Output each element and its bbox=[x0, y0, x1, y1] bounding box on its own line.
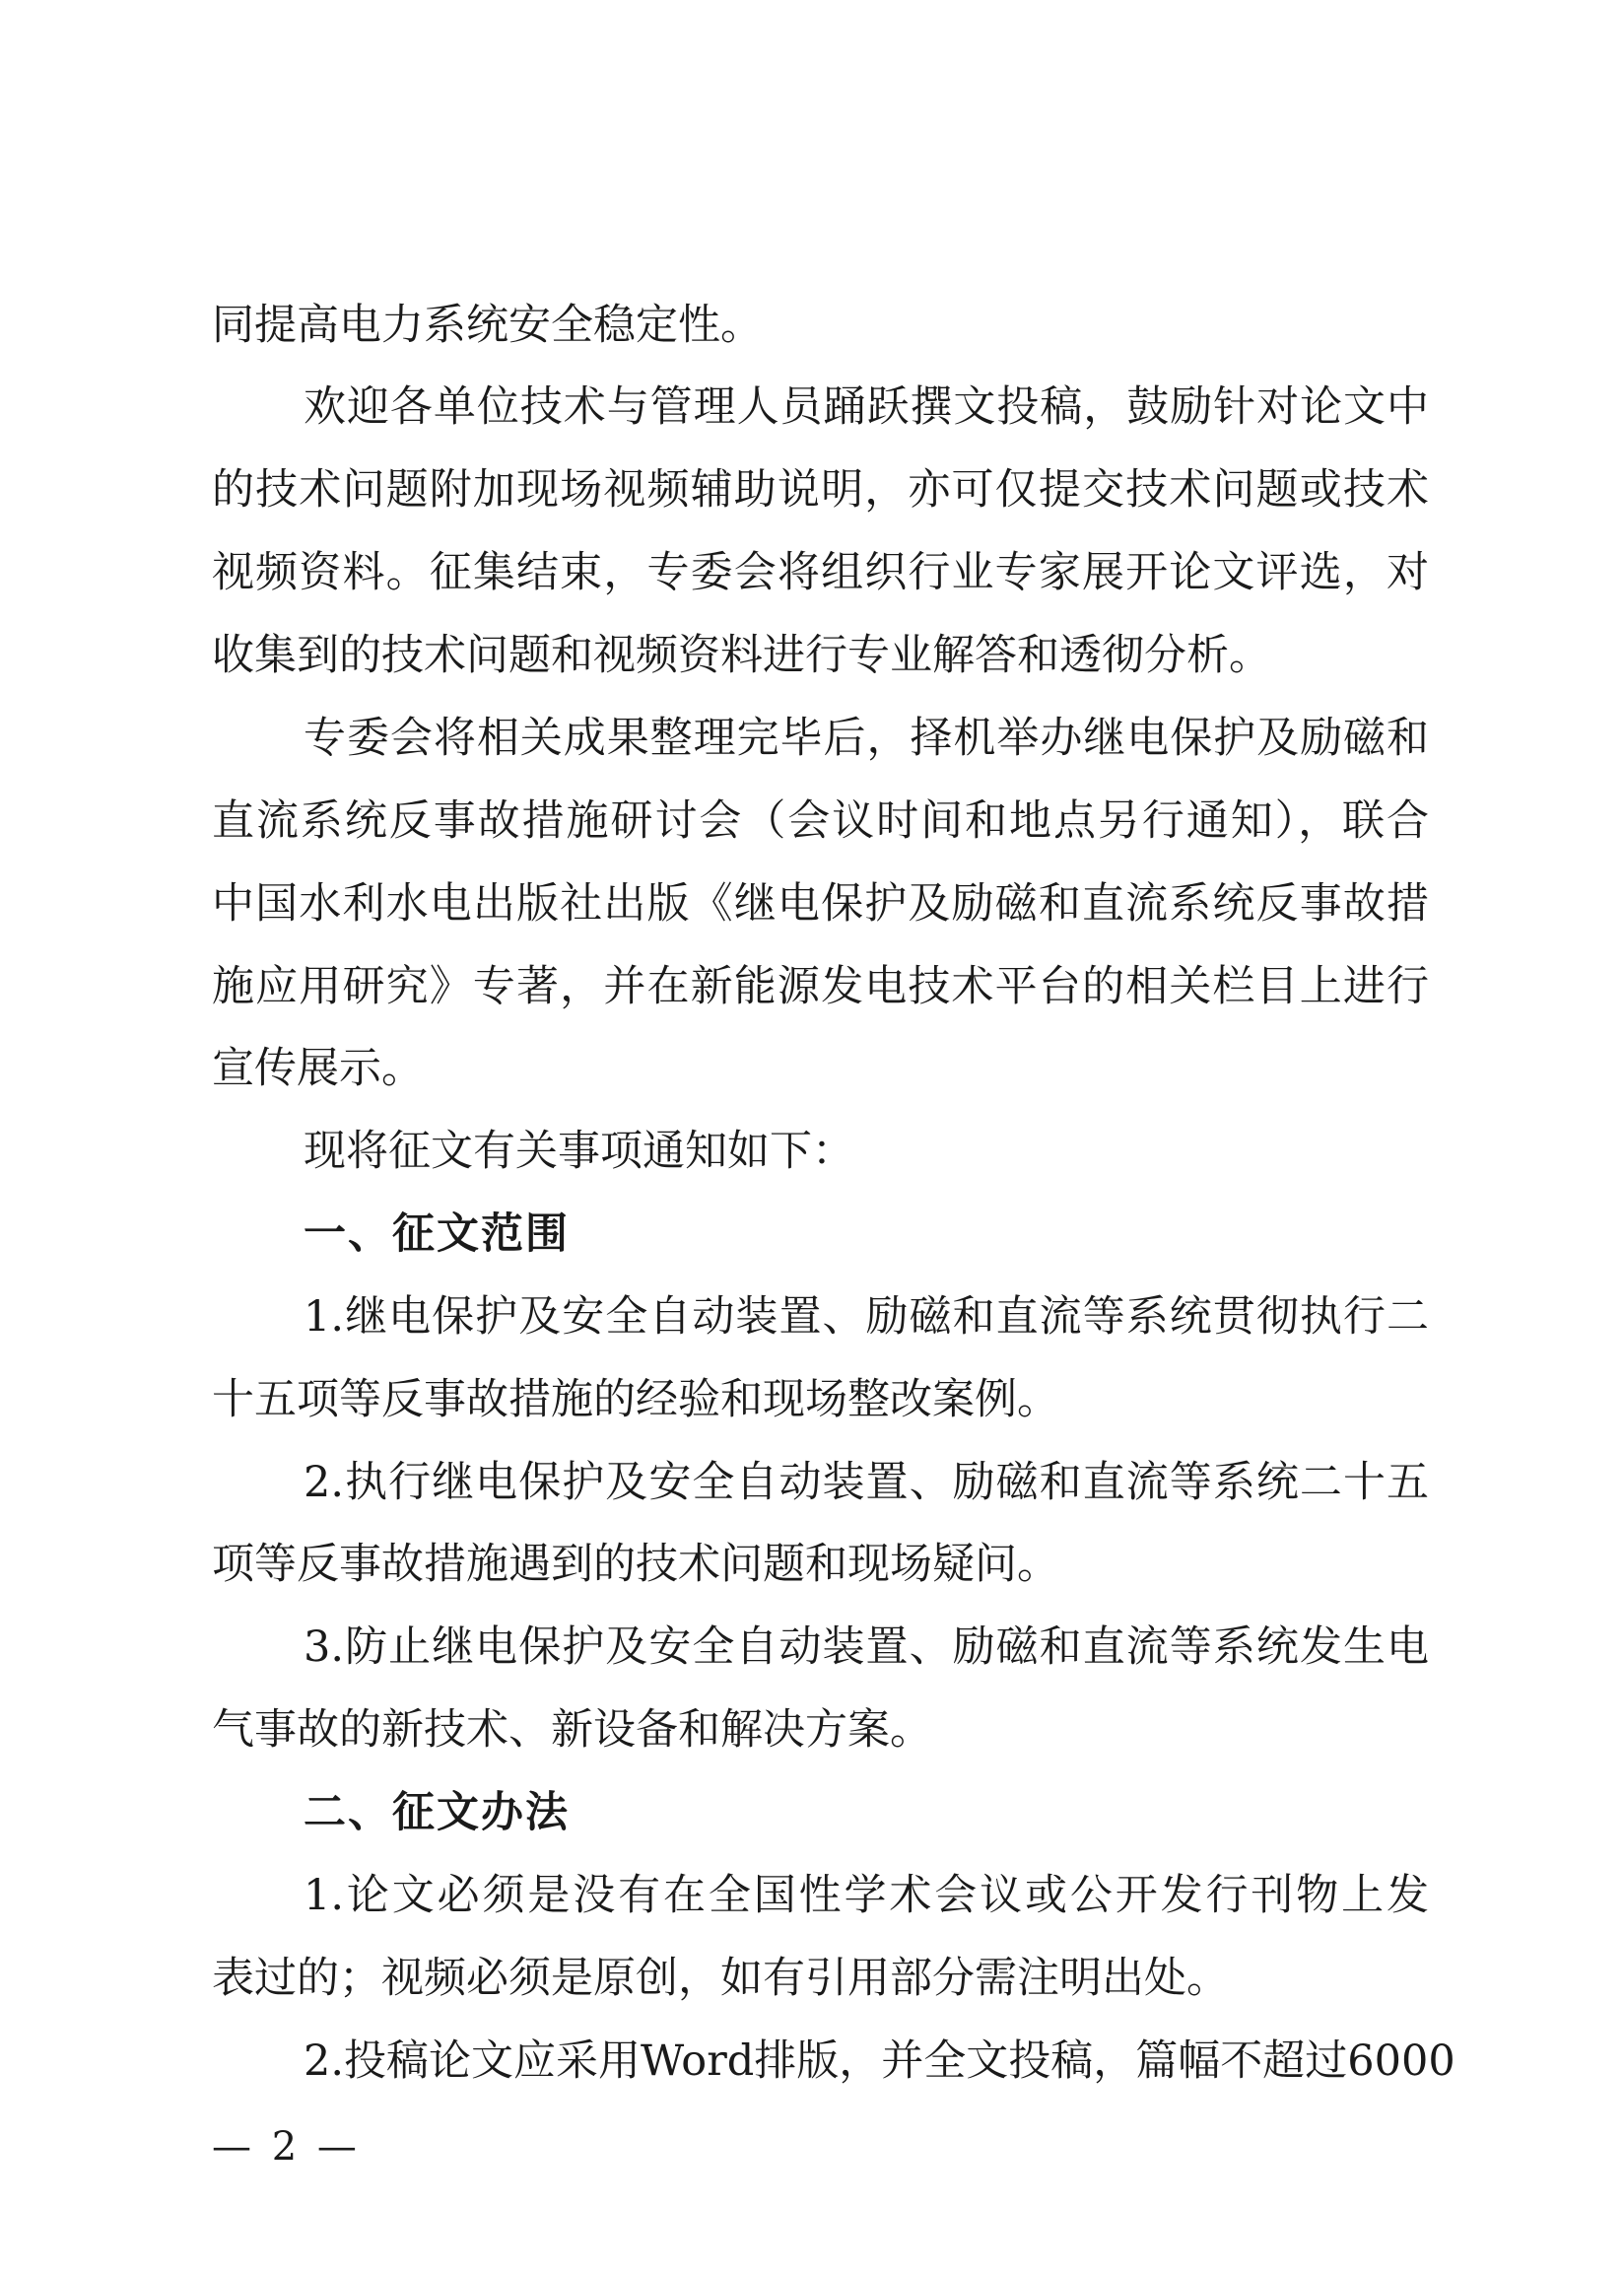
page-number: — 2 — bbox=[212, 2124, 361, 2170]
paragraph-line: 同提高电力系统安全稳定性。 bbox=[212, 301, 763, 350]
paragraph-line: 直流系统反事故措施研讨会（会议时间和地点另行通知），联合 bbox=[212, 796, 1429, 846]
paragraph-line: 现将征文有关事项通知如下： bbox=[304, 1127, 854, 1176]
paragraph-line: 专委会将相关成果整理完毕后，择机举办继电保护及励磁和 bbox=[304, 714, 1429, 763]
paragraph-line: 2.执行继电保护及安全自动装置、励磁和直流等系统二十五 bbox=[304, 1458, 1429, 1507]
paragraph-line: 宣传展示。 bbox=[212, 1044, 424, 1093]
paragraph-line: 气事故的新技术、新设备和解决方案。 bbox=[212, 1705, 932, 1755]
section-heading-method: 二、征文办法 bbox=[304, 1788, 570, 1837]
section-heading-scope: 一、征文范围 bbox=[304, 1209, 570, 1259]
paragraph-line: 欢迎各单位技术与管理人员踊跃撰文投稿，鼓励针对论文中 bbox=[304, 382, 1429, 432]
paragraph-line: 项等反事故措施遇到的技术问题和现场疑问。 bbox=[212, 1540, 1059, 1589]
paragraph-line: 的技术问题附加现场视频辅助说明，亦可仅提交技术问题或技术 bbox=[212, 465, 1429, 515]
paragraph-line: 1.论文必须是没有在全国性学术会议或公开发行刊物上发 bbox=[304, 1871, 1429, 1920]
paragraph-line: 中国水利水电出版社出版《继电保护及励磁和直流系统反事故措 bbox=[212, 879, 1429, 929]
paragraph-line: 收集到的技术问题和视频资料进行专业解答和透彻分析。 bbox=[212, 631, 1271, 680]
paragraph-line: 施应用研究》专著，并在新能源发电技术平台的相关栏目上进行 bbox=[212, 962, 1429, 1011]
paragraph-line: 表过的；视频必须是原创，如有引用部分需注明出处。 bbox=[212, 1954, 1229, 2003]
paragraph-line: 视频资料。征集结束，专委会将组织行业专家展开论文评选，对 bbox=[212, 548, 1429, 597]
paragraph-line: 2.投稿论文应采用Word排版，并全文投稿，篇幅不超过6000 bbox=[304, 2036, 1455, 2086]
paragraph-line: 3.防止继电保护及安全自动装置、励磁和直流等系统发生电 bbox=[304, 1622, 1429, 1672]
paragraph-line: 十五项等反事故措施的经验和现场整改案例。 bbox=[212, 1375, 1059, 1424]
paragraph-line: 1.继电保护及安全自动装置、励磁和直流等系统贯彻执行二 bbox=[304, 1292, 1429, 1342]
